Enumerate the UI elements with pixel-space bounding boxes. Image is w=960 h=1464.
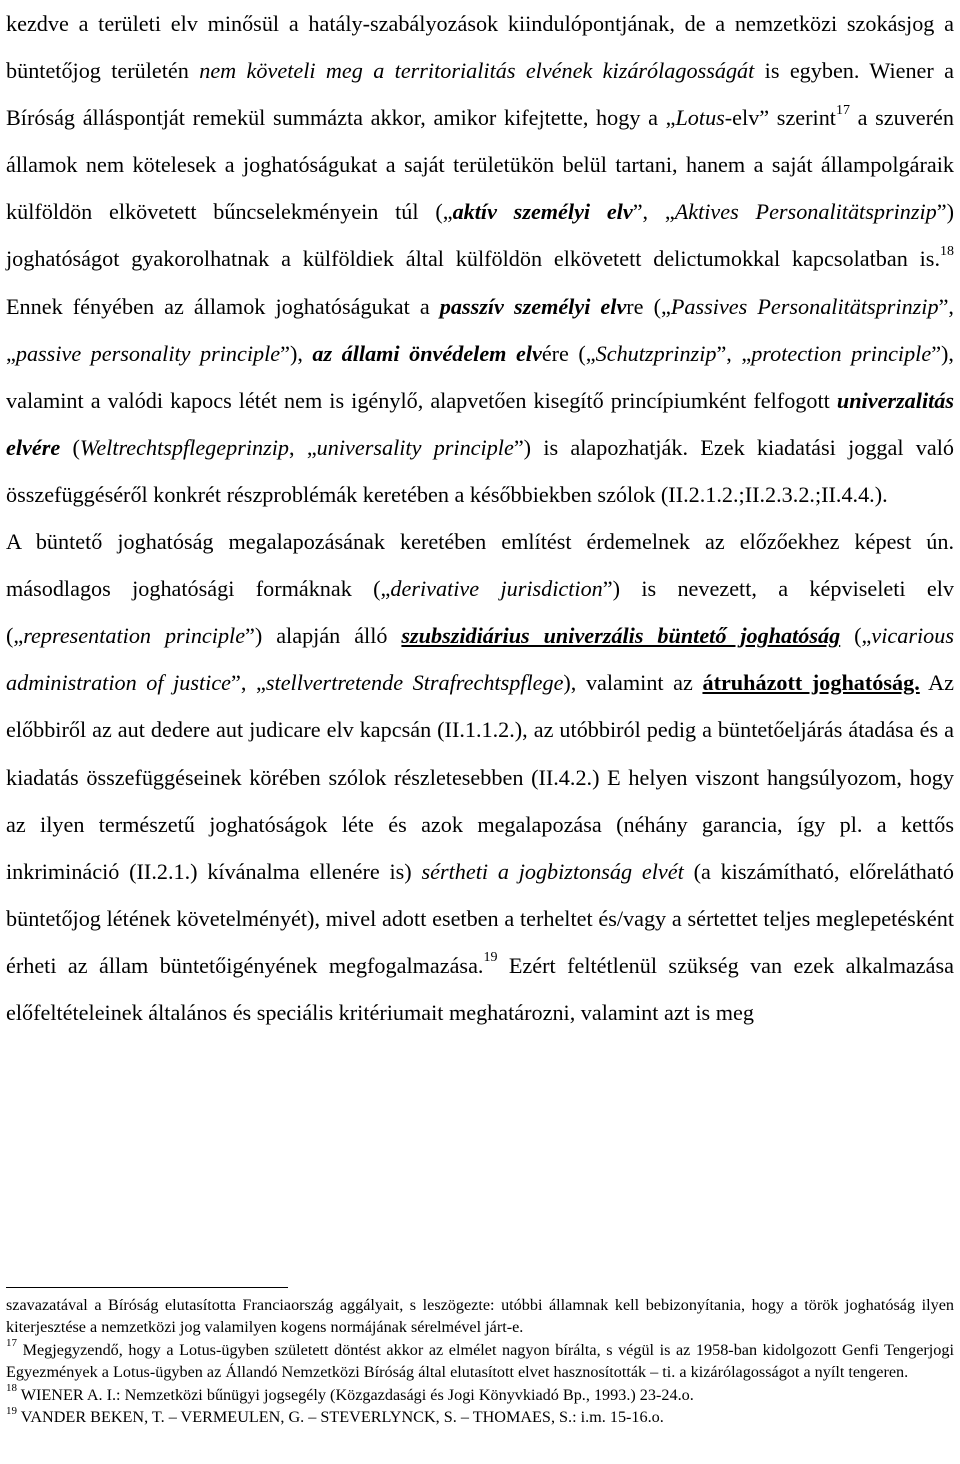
italic-term: representation principle (23, 623, 246, 649)
emphasis-term: univerzalitás elvére (6, 387, 954, 460)
text-run: ”, „ (6, 293, 954, 366)
text-run: („ (840, 623, 872, 649)
footnotes (6, 1294, 954, 1428)
footnote-ref-19: 19 (483, 950, 498, 966)
text-run: ”), (280, 340, 313, 366)
text-run: ), valamint az (563, 670, 703, 696)
body-text (6, 0, 954, 1036)
text-run: ”), valamint a valódi kapocs létét nem is igénylő, alapvetően kisegítő princípiumként felfogott (6, 340, 954, 413)
text-run: ( (60, 434, 80, 460)
paragraph-1 (6, 0, 954, 518)
paragraph-2 (6, 518, 954, 1036)
text-run: ”) is nevezett, a képviseleti elv („ (6, 576, 954, 649)
italic-term: sértheti a jogbiztonság elvét (421, 858, 684, 884)
footnote-ref-17: 17 (835, 102, 850, 118)
text-run: ”, „ (231, 670, 266, 696)
emphasis-term: szubszidiárius univerzális büntető joghatóság (401, 623, 841, 649)
document-page (6, 0, 954, 1036)
emphasis-term: aktív személyi elv (452, 199, 633, 225)
text-run: Ennek fényében az államok joghatóságukat a (6, 293, 440, 319)
text-run: ”) joghatóságot gyakorolhatnak a külföldiek által külföldön elkövetett delictumokkal kapcsolatban is. (6, 199, 954, 272)
italic-term: derivative jurisdiction (390, 576, 603, 602)
footnote-number: 17 (6, 1337, 17, 1350)
italic-term: stellvertretende Strafrechtspflege (265, 670, 564, 696)
footnote-text: szavazatával a Bíróság elutasította Franciaország aggályait, s leszögezte: utóbbi államnak kell bebizonyítania, hogy a török joghatóság ilyen kiterjesztése a nemzetközi jog valamilyen kogens normájának sérelmével járt-e. (6, 1296, 954, 1337)
text-run: (a kiszámítható, előrelátható büntetőjog létének követelményét), mivel adott esetben a terheltet és/vagy a sértettet teljes meglepetésként érheti az állam büntetőigényének megfogalmazása. (6, 858, 955, 978)
text-run: ”, „ (716, 340, 752, 366)
italic-term: vicarious administration of justice (6, 623, 954, 696)
footnote-number: 19 (6, 1404, 17, 1417)
italic-term: Schutzprinzip (595, 340, 717, 366)
text-run: -elv” szerint (724, 105, 836, 131)
italic-term: passive personality principle (15, 340, 281, 366)
italic-term: universality principle (316, 434, 514, 460)
emphasis-term: átruházott joghatóság. (702, 670, 920, 696)
footnote-item (6, 1294, 954, 1339)
footnote-separator (6, 1287, 288, 1288)
text-run: ”) alapján álló (245, 623, 402, 649)
text-run: A büntető joghatóság megalapozásának keretében említést érdemelnek az előzőekhez képest ún. másodlagos joghatósági formáknak („ (6, 529, 954, 602)
emphasis-term: passzív személyi elv (439, 293, 627, 319)
footnote-item (6, 1406, 954, 1428)
italic-term: Passives Personalitätsprinzip (670, 293, 939, 319)
footnote-text: Megjegyzendő, hogy a Lotus-ügyben született döntést akkor az elmélet nagyon bírálta, s végül is az 1958-ban kidolgozott Genfi Tengerjogi Egyezmények a Lotus-ügyben az Állandó Nemzetközi Bíróság által elutasított elvet hasznosították – ti. a kizárólagosságot a nyílt tengeren. (6, 1340, 954, 1382)
text-run: re („ (626, 293, 671, 319)
italic-term: Aktives Personalitätsprinzip (674, 199, 937, 225)
italic-term: Weltrechtspflegeprinzip (79, 434, 289, 460)
text-run: a szuverén államok nem kötelesek a joghatóságukat a saját területükön belül tartani, hanem a saját állampolgáraik külföldön elkövetett bűncselekményein túl („ (6, 105, 954, 225)
footnote-item (6, 1384, 954, 1406)
text-run: ”, „ (632, 199, 675, 225)
text-run: Az előbbiről az aut dedere aut judicare elv kapcsán (II.1.1.2.), az utóbbiról pedig a büntetőeljárás átadása és a kiadatás összefüggéseinek körében szólok részletesebben (II.4.2.) E helyen viszont hangsúlyozom, hogy az ilyen természetű joghatóságok léte és azok megalapozása (néhány garancia, így pl. a kettős inkrimináció (II.2.1.) kívánalma ellenére is) (6, 670, 954, 884)
text-run: ”) is alapozhatják. Ezek kiadatási joggal való összefüggéséről konkrét részproblémák keretében a későbbiekben szólok (II.2.1.2.;II.2.3.2.;II.4.4.). (6, 434, 954, 507)
text-run: kezdve a területi elv minősül a hatály-szabályozások kiindulópontjának, de a nemzetközi szokásjog a büntetőjog területén (6, 11, 954, 84)
footnote-ref-18: 18 (940, 244, 954, 260)
text-run: , „ (289, 434, 317, 460)
text-run: Ezért feltétlenül szükség van ezek alkalmazása előfeltételeinek általános és speciális kritériumait meghatározni, valamint azt is meg (6, 952, 954, 1025)
emphasis-term: az állami önvédelem elv (312, 340, 542, 366)
italic-term: protection principle (751, 340, 932, 366)
italic-term: nem követeli meg a territorialitás elvének kizárólagosságát (199, 58, 755, 84)
italic-term: Lotus (675, 105, 725, 131)
text-run: is egyben. Wiener a Bíróság álláspontját remekül summázta akkor, amikor kifejtette, hogy a „ (6, 58, 954, 131)
footnote-number: 18 (6, 1382, 17, 1395)
footnote-text: VANDER BEKEN, T. – VERMEULEN, G. – STEVERLYNCK, S. – THOMAES, S.: i.m. 15-16.o. (17, 1408, 664, 1427)
footnote-item (6, 1339, 954, 1384)
footnote-text: WIENER A. I.: Nemzetközi bűnügyi jogsegély (Közgazdasági és Jogi Könyvkiadó Bp., 1993.) 23-24.o. (17, 1385, 694, 1404)
text-run: ére („ (541, 340, 596, 366)
